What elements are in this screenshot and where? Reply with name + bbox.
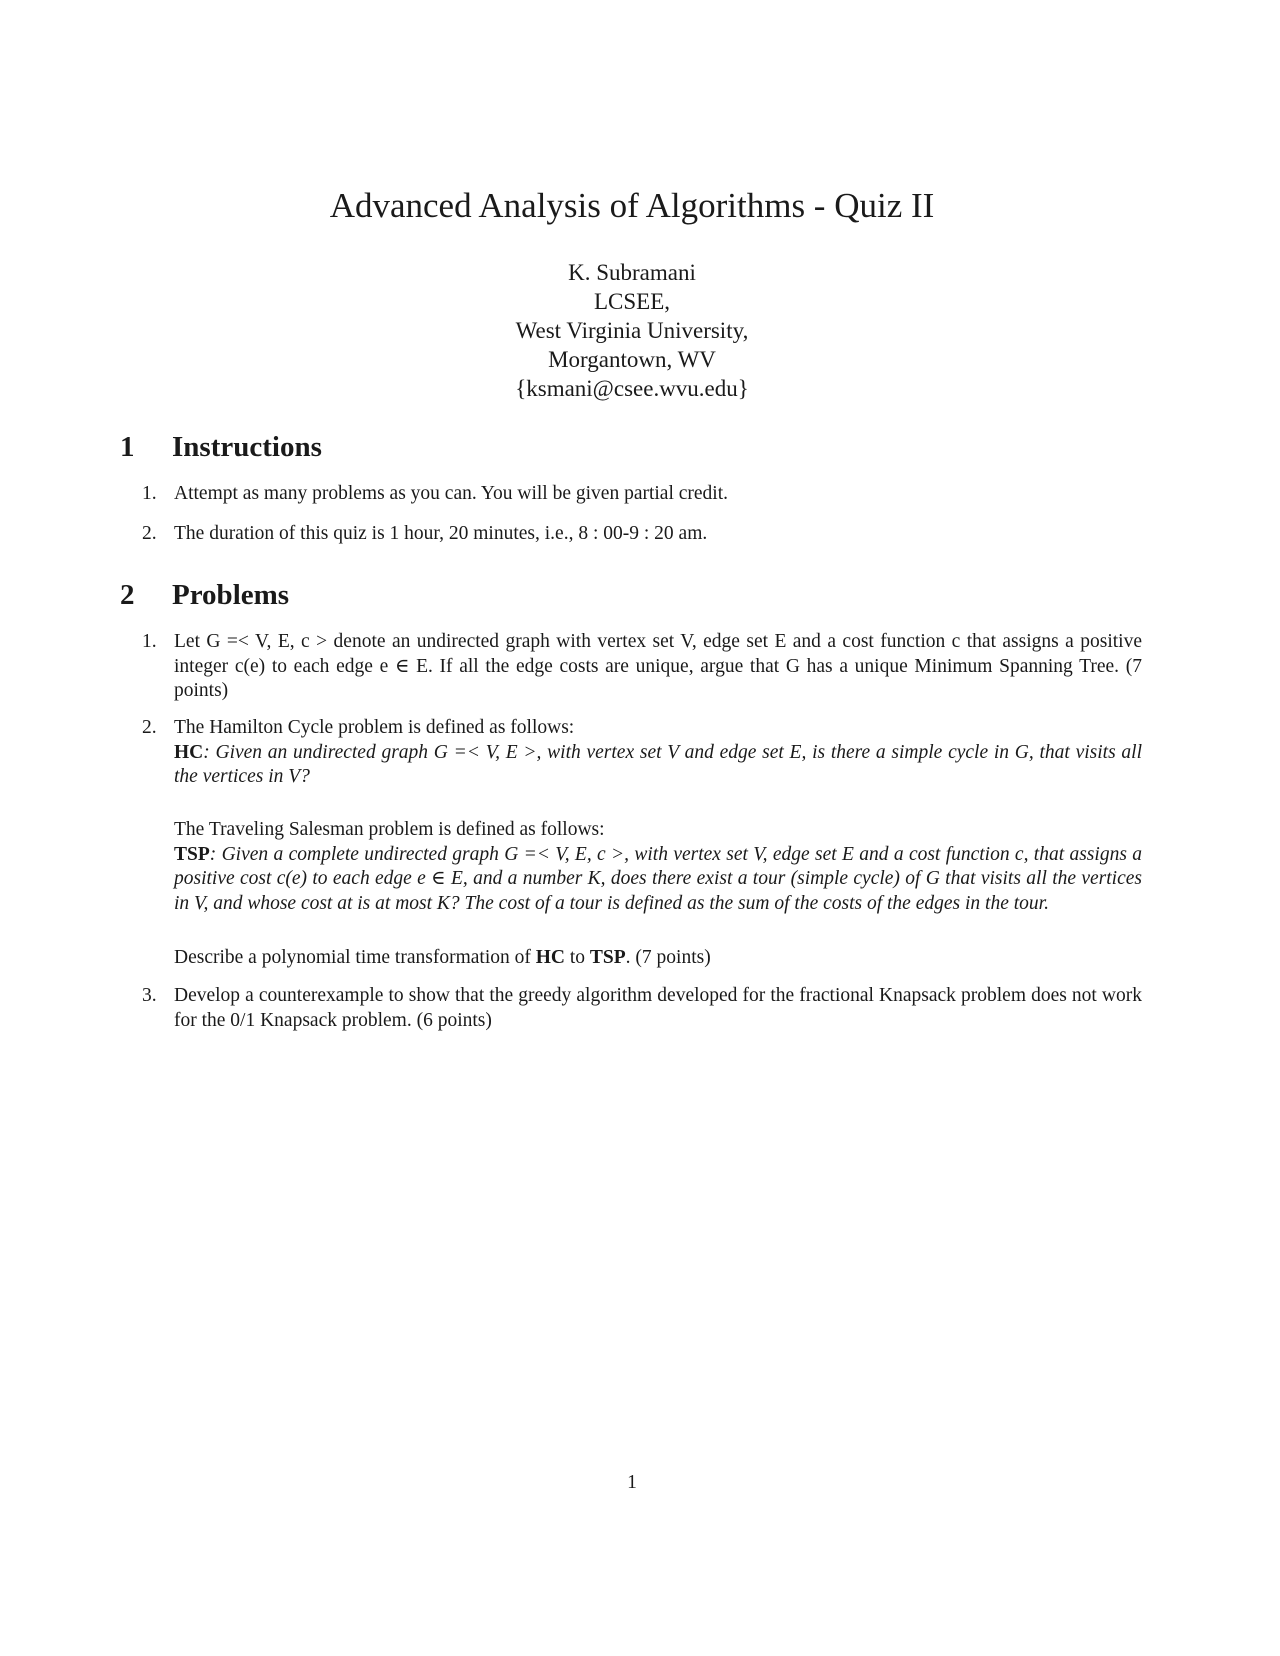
section-heading-problems	[120, 578, 289, 612]
instruction-item	[142, 522, 1142, 547]
instruction-text: Attempt as many problems as you can. You will be given partial credit.	[174, 483, 729, 504]
problem-item-1	[142, 630, 1142, 704]
task-hc: HC	[535, 947, 565, 968]
problem-2-hc-block	[174, 716, 1142, 790]
tsp-label: TSP	[174, 843, 210, 865]
instruction-text: The duration of this quiz is 1 hour, 20 minutes, i.e., 8 : 00-9 : 20 am.	[174, 523, 708, 544]
section-title: Instructions	[172, 431, 322, 463]
list-marker: 1.	[142, 631, 157, 652]
problem-text: Develop a counterexample to show that the greedy algorithm developed for the fractional Knapsack problem does not work for the 0/1 Knapsack problem. (6 points)	[174, 985, 1142, 1031]
list-marker: 3.	[142, 985, 157, 1006]
problem-text: Let G =< V, E, c > denote an undirected graph with vertex set V, edge set E and a cost function c that assigns a positive integer c(e) to each edge e ∈ E. If all the edge costs are unique, argue that G has a unique Minimum Spanning Tree. (7 points)	[174, 631, 1142, 701]
instruction-item	[142, 482, 1142, 507]
hc-label: HC	[174, 741, 204, 763]
tsp-definition: : Given a complete undirected graph G =< V, E, c >, with vertex set V, edge set E and a cost function c, that assigns a positive cost c(e) to each edge e ∈ E, and a number K, does there exist a tour (simple cycle) of G that visits all the vertices in V, and whose cost at is at most K? The cost of a tour is defined as the sum of the costs of the edges in the tour.	[174, 843, 1142, 914]
hc-definition: : Given an undirected graph G =< V, E >, with vertex set V and edge set E, is there a simple cycle in G, that visits all the vertices in V?	[174, 741, 1142, 787]
task-text-post: . (7 points)	[625, 947, 711, 968]
task-tsp: TSP	[589, 947, 626, 968]
problem-item-2	[142, 716, 1142, 790]
author-department: LCSEE,	[593, 289, 671, 314]
list-marker: 2.	[142, 717, 157, 738]
list-marker: 1.	[142, 483, 157, 504]
tsp-intro: The Traveling Salesman problem is defined as follows:	[174, 819, 605, 840]
problem-2-task	[174, 946, 1142, 971]
section-number: 2	[120, 579, 135, 611]
section-title: Problems	[172, 579, 290, 611]
problem-item-3	[142, 984, 1142, 1033]
section-heading-instructions	[120, 430, 322, 464]
tsp-definition-block	[174, 818, 1142, 916]
task-text-mid: to	[564, 947, 590, 968]
page-number: 1	[627, 1472, 637, 1493]
task-text-pre: Describe a polynomial time transformation of	[174, 947, 536, 968]
author-university: West Virginia University,	[515, 318, 749, 343]
section-number: 1	[120, 431, 135, 463]
author-location: Morgantown, WV	[548, 347, 716, 372]
author-email: {ksmani@csee.wvu.edu}	[515, 376, 749, 401]
author-name: K. Subramani	[568, 260, 696, 285]
list-marker: 2.	[142, 523, 157, 544]
document-title: Advanced Analysis of Algorithms - Quiz II	[329, 186, 935, 225]
author-block	[0, 258, 1264, 403]
hc-intro: The Hamilton Cycle problem is defined as follows:	[174, 717, 575, 738]
